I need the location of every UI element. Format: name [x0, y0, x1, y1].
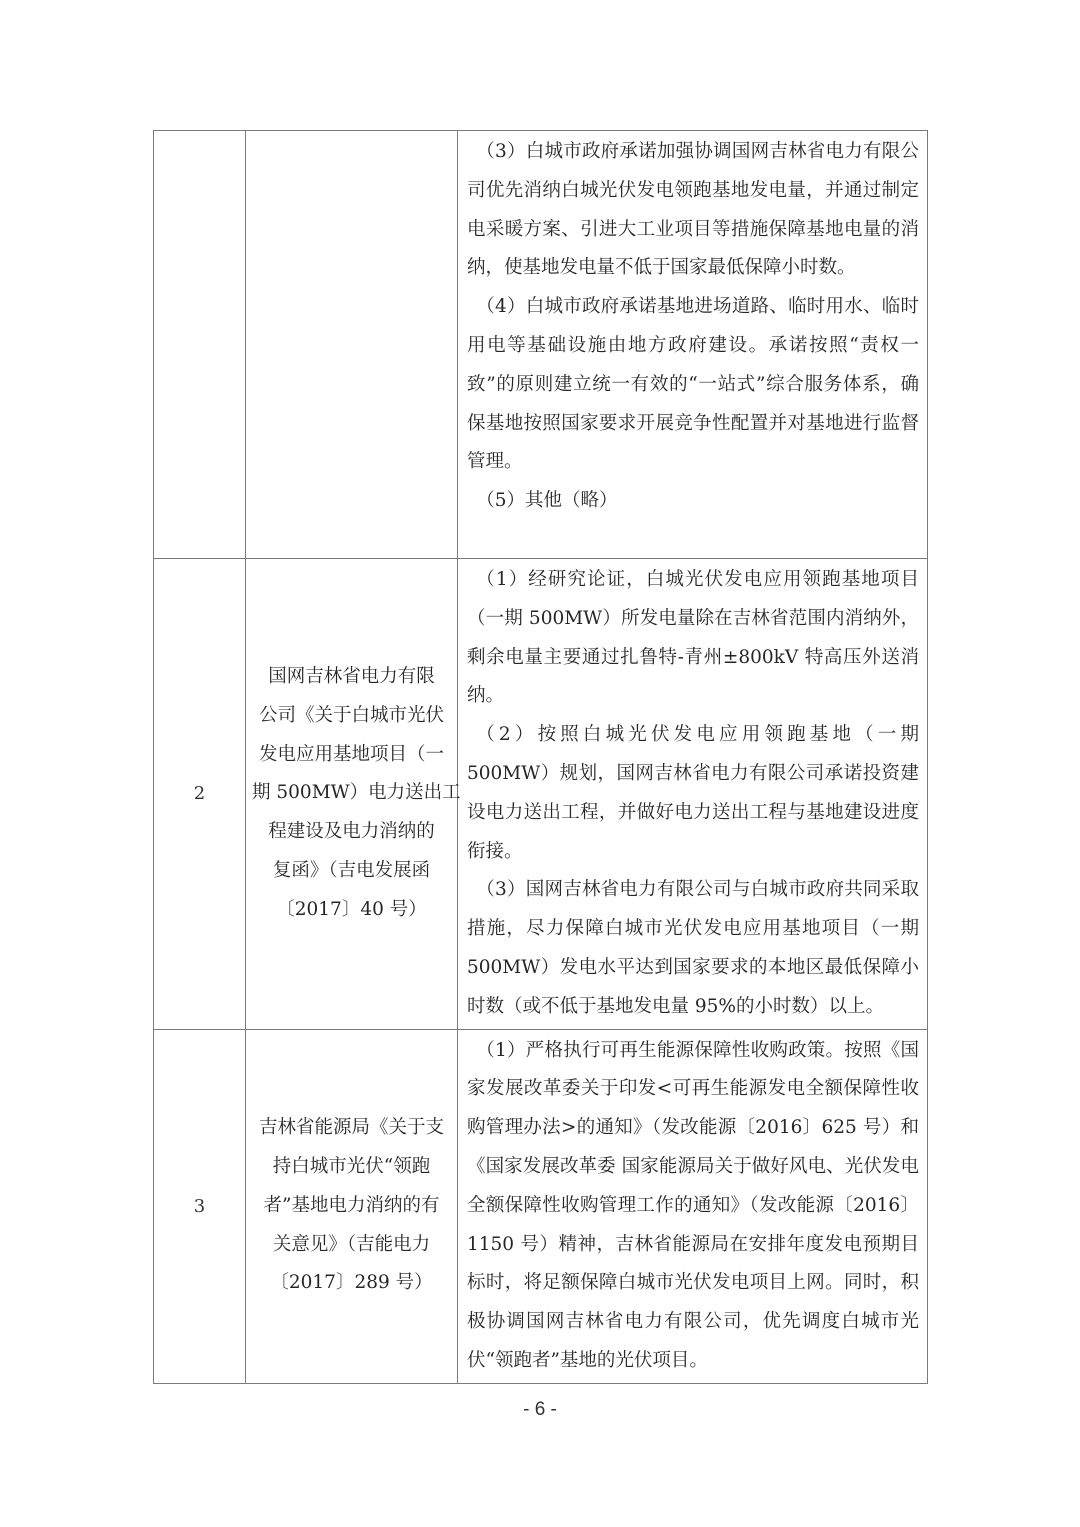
content-cell	[458, 559, 928, 1030]
content-paragraph: （3）国网吉林省电力有限公司与白城市政府共同采取措施，尽力保障白城市光伏发电应用基地项目（一期 500MW）发电水平达到国家要求的本地区最低保障小时数（或不低于基地发电量 95%的小时数）以上。	[467, 879, 919, 1017]
row-number-cell: 3	[154, 1029, 246, 1383]
content-cell	[458, 131, 928, 559]
table-row	[154, 131, 928, 559]
table-row	[154, 559, 928, 1030]
table-row	[154, 1029, 928, 1383]
document-title-line: 国网吉林省电力有限	[268, 665, 435, 687]
page-number: - 6 -	[523, 1399, 557, 1420]
document-title-line: 公司《关于白城市光伏	[258, 704, 444, 726]
document-title-line: 〔2017〕40 号）	[276, 898, 427, 920]
document-title-line: 复函》（吉电发展函	[272, 859, 431, 881]
document-title-line: 者”基地电力消纳的有	[263, 1194, 440, 1216]
content-paragraph: （5）其他（略）	[476, 490, 618, 512]
document-title-line: 程建设及电力消纳的	[268, 821, 435, 843]
commitment-table	[153, 130, 928, 1384]
document-title-line: 关意见》（吉能电力	[272, 1233, 431, 1255]
row-number-cell: 2	[154, 559, 246, 1030]
content-paragraph: （4）白城市政府承诺基地进场道路、临时用水、临时用电等基础设施由地方政府建设。承诺按照“责权一致”的原则建立统一有效的“一站式”综合服务体系，确保基地按照国家要求开展竞争性配置并对基地进行监督管理。	[467, 296, 919, 473]
document-title-line: 持白城市光伏“领跑	[272, 1155, 431, 1177]
document-title-line: 期 500MW）电力送出工	[252, 782, 461, 804]
document-title-line: 〔2017〕289 号）	[270, 1272, 433, 1294]
content-paragraph: （3）白城市政府承诺加强协调国网吉林省电力有限公司优先消纳白城光伏发电领跑基地发电量，并通过制定电采暖方案、引进大工业项目等措施保障基地电量的消纳，使基地发电量不低于国家最低保障小时数。	[467, 141, 919, 279]
content-paragraph: （1）严格执行可再生能源保障性收购政策。按照《国家发展改革委关于印发<可再生能源发电全额保障性收购管理办法>的通知》（发改能源〔2016〕625 号）和《国家发展改革委 国家能源局关于做好风电、光伏发电全额保障性收购管理工作的通知》（发改能源〔2016〕1150 号）精神，吉林省能源局在安排年度发电预期目标时，将足额保障白城市光伏发电项目上网。同时，积极协调国网吉林省电力有限公司，优先调度白城市光伏“领跑者”基地的光伏项目。	[467, 1039, 919, 1371]
document-title-cell	[246, 131, 458, 559]
content-paragraph: （1）经研究论证，白城光伏发电应用领跑基地项目（一期 500MW）所发电量除在吉林省范围内消纳外，剩余电量主要通过扎鲁特-青州±800kV 特高压外送消纳。	[467, 569, 919, 707]
row-number-cell	[154, 131, 246, 559]
document-title-cell	[246, 1029, 458, 1383]
document-title-cell	[246, 559, 461, 1030]
content-paragraph: （2）按照白城光伏发电应用领跑基地（一期 500MW）规划，国网吉林省电力有限公司承诺投资建设电力送出工程，并做好电力送出工程与基地建设进度衔接。	[467, 724, 919, 862]
document-title-line: 发电应用基地项目（一	[258, 743, 444, 765]
document-title-line: 吉林省能源局《关于支	[258, 1117, 444, 1139]
content-cell	[458, 1029, 928, 1383]
